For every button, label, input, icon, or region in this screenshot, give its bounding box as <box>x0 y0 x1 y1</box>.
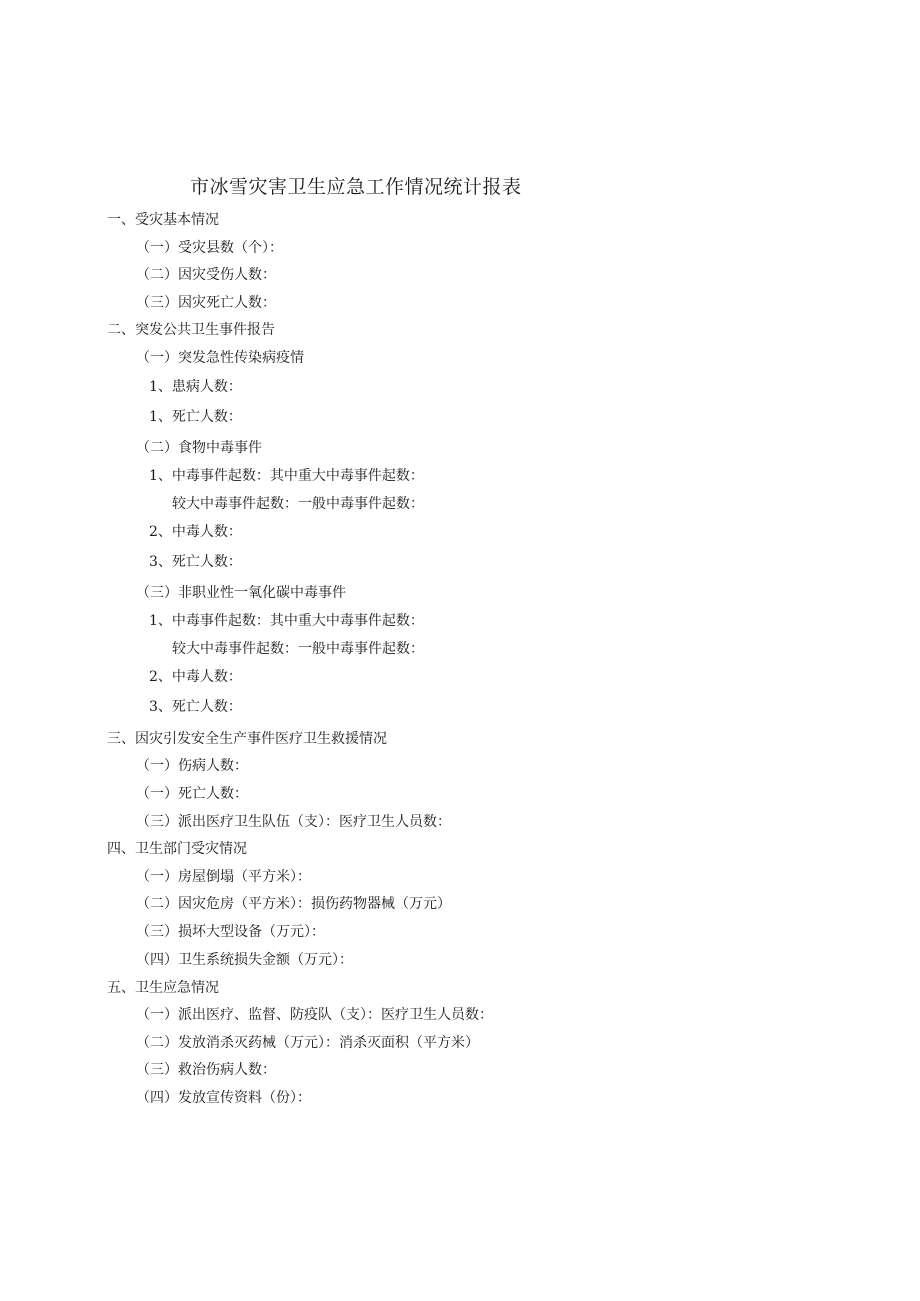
subsection-item: （三）损坏大型设备（万元）： <box>136 924 325 940</box>
numbered-item: 1、中毒事件起数：其中重大中毒事件起数： <box>149 468 424 484</box>
subsection-item: （四）发放宣传资料（份）： <box>136 1090 311 1106</box>
subsection-heading: （二）食物中毒事件 <box>136 440 262 456</box>
subsection-item: （一）派出医疗、监督、防疫队（支）：医疗卫生人员数： <box>136 1007 493 1023</box>
subsection-item: （二）因灾危房（平方米）：损伤药物器械（万元） <box>136 896 451 912</box>
document-title: 市冰雪灾害卫生应急工作情况统计报表 <box>190 176 522 198</box>
subsection-item: （三）派出医疗卫生队伍（支）：医疗卫生人员数： <box>136 814 451 830</box>
numbered-item: 1、死亡人数： <box>149 409 242 425</box>
subsection-item: （一）伤病人数： <box>136 758 248 774</box>
continuation-item: 较大中毒事件起数：一般中毒事件起数： <box>172 641 424 657</box>
subsection-heading: （三）非职业性一氧化碳中毒事件 <box>136 585 346 601</box>
numbered-item: 3、死亡人数： <box>149 554 242 570</box>
subsection-heading: （一）突发急性传染病疫情 <box>136 350 304 366</box>
section-heading: 四、卫生部门受灾情况 <box>107 841 247 857</box>
section-heading: 三、因灾引发安全生产事件医疗卫生救援情况 <box>107 731 387 747</box>
subsection-item: （一）死亡人数： <box>136 786 248 802</box>
subsection-item: （一）受灾县数（个）： <box>136 240 283 256</box>
section-heading: 二、突发公共卫生事件报告 <box>107 322 275 338</box>
subsection-item: （一）房屋倒塌（平方米）： <box>136 869 311 885</box>
subsection-item: （二）因灾受伤人数： <box>136 267 276 283</box>
numbered-item: 2、中毒人数： <box>149 669 242 685</box>
numbered-item: 2、中毒人数： <box>149 524 242 540</box>
subsection-item: （四）卫生系统损失金额（万元）： <box>136 952 353 968</box>
subsection-item: （三）因灾死亡人数： <box>136 295 276 311</box>
section-heading: 五、卫生应急情况 <box>107 980 219 996</box>
numbered-item: 1、中毒事件起数：其中重大中毒事件起数： <box>149 613 424 629</box>
section-heading: 一、受灾基本情况 <box>107 212 219 228</box>
continuation-item: 较大中毒事件起数：一般中毒事件起数： <box>172 496 424 512</box>
subsection-item: （二）发放消杀灭药械（万元）：消杀灭面积（平方米） <box>136 1035 479 1051</box>
numbered-item: 1、患病人数： <box>149 379 242 395</box>
subsection-item: （三）救治伤病人数： <box>136 1062 276 1078</box>
numbered-item: 3、死亡人数： <box>149 699 242 715</box>
